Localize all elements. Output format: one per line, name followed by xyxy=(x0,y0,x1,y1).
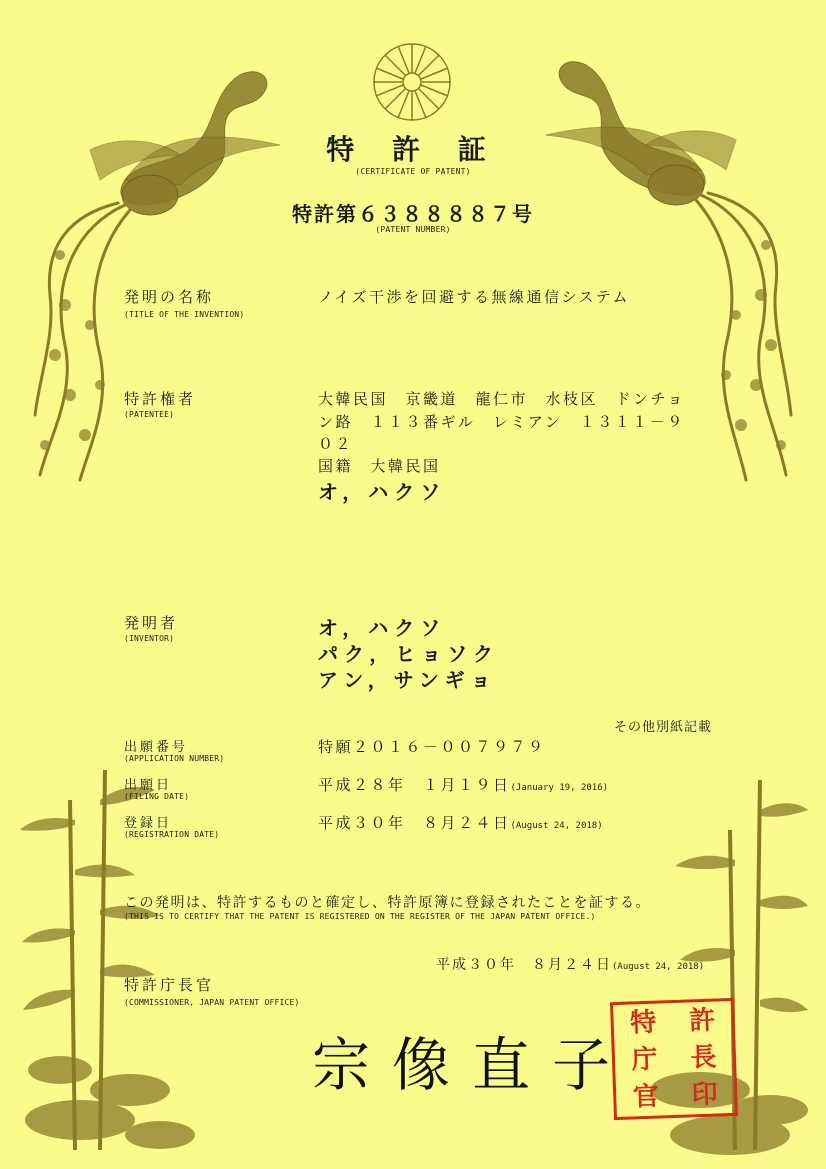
registration-date-en: (August 24, 2018) xyxy=(510,821,603,831)
patentee-label: 特許権者 xyxy=(124,390,197,408)
patentee-label-en: (PATENTEE) xyxy=(124,410,175,419)
certify-text: この発明は、特許するものと確定し、特許原簿に登録されたことを証する。 xyxy=(124,895,651,911)
certificate-title: 特 許 証 xyxy=(326,133,500,166)
patent-number: 特許第６３８８８８７号 xyxy=(292,202,534,226)
application-label-en: (APPLICATION NUMBER) xyxy=(124,754,225,763)
patentee-nationality: 国籍 大韓民国 xyxy=(318,457,441,475)
inventor-name-2: パク，ヒョソク xyxy=(318,642,499,666)
seal-char-2: 許 xyxy=(688,1005,716,1037)
filing-date-en: (January 19, 2016) xyxy=(510,783,609,793)
phoenix-left-icon xyxy=(30,55,310,485)
filing-date xyxy=(318,774,608,795)
commissioner-label: 特許庁長官 xyxy=(124,976,215,994)
invention-label: 発明の名称 xyxy=(124,288,215,306)
filing-label-en: (FILING DATE) xyxy=(124,792,190,801)
patentee-address-line1: 大韓民国 京畿道 龍仁市 水枝区 ドンチョ xyxy=(318,390,686,408)
seal-char-5: 官 xyxy=(632,1081,660,1113)
registration-date xyxy=(318,812,603,833)
registration-date-jp: 平成３０年 ８月２４日 xyxy=(318,814,511,832)
filing-date-jp: 平成２８年 １月１９日 xyxy=(318,776,511,794)
others-note: その他別紙記載 xyxy=(614,720,713,735)
issue-date-jp: 平成３０年 ８月２４日 xyxy=(436,957,612,973)
issue-date-en: (August 24, 2018) xyxy=(612,962,705,972)
certificate-title-en: (CERTIFICATE OF PATENT) xyxy=(355,167,471,176)
registration-label: 登録日 xyxy=(124,816,173,831)
issue-date xyxy=(436,954,704,974)
commissioner-label-en: (COMMISSIONER, JAPAN PATENT OFFICE) xyxy=(124,998,300,1007)
patentee-name: オ，ハクソ xyxy=(318,480,447,504)
patentee-address-line2: ン路 １１３番ギル レミアン １３１１－９ xyxy=(318,413,685,431)
seal-char-6: 印 xyxy=(691,1079,719,1111)
invention-title: ノイズ干渉を回避する無線通信システム xyxy=(318,288,631,306)
application-label: 出願番号 xyxy=(124,740,189,755)
application-number: 特願２０１６－００７９７９ xyxy=(318,738,546,756)
inventor-name-3: アン，サンギョ xyxy=(318,668,497,692)
patentee-address-line3: ０２ xyxy=(318,435,354,453)
commissioner-signature: 宗像直子 xyxy=(312,1031,633,1099)
chrysanthemum-crest-icon xyxy=(370,40,454,124)
filing-label: 出願日 xyxy=(124,778,173,793)
inventor-label-en: (INVENTOR) xyxy=(124,634,175,643)
seal-char-4: 長 xyxy=(689,1042,717,1074)
inventor-name-1: オ，ハクソ xyxy=(318,616,447,640)
seal-char-3: 庁 xyxy=(630,1044,659,1076)
certify-text-en: (THIS IS TO CERTIFY THAT THE PATENT IS REGISTERED ON THE REGISTER OF THE JAPAN PATENT OFFICE.) xyxy=(124,912,596,921)
invention-label-en: (TITLE OF THE INVENTION) xyxy=(124,310,245,319)
patent-number-en: (PATENT NUMBER) xyxy=(375,225,451,234)
inventor-label: 発明者 xyxy=(124,614,179,632)
seal-char-1: 特 xyxy=(629,1007,657,1039)
registration-label-en: (REGISTRATION DATE) xyxy=(124,830,220,839)
bamboo-left-icon xyxy=(20,760,200,1160)
